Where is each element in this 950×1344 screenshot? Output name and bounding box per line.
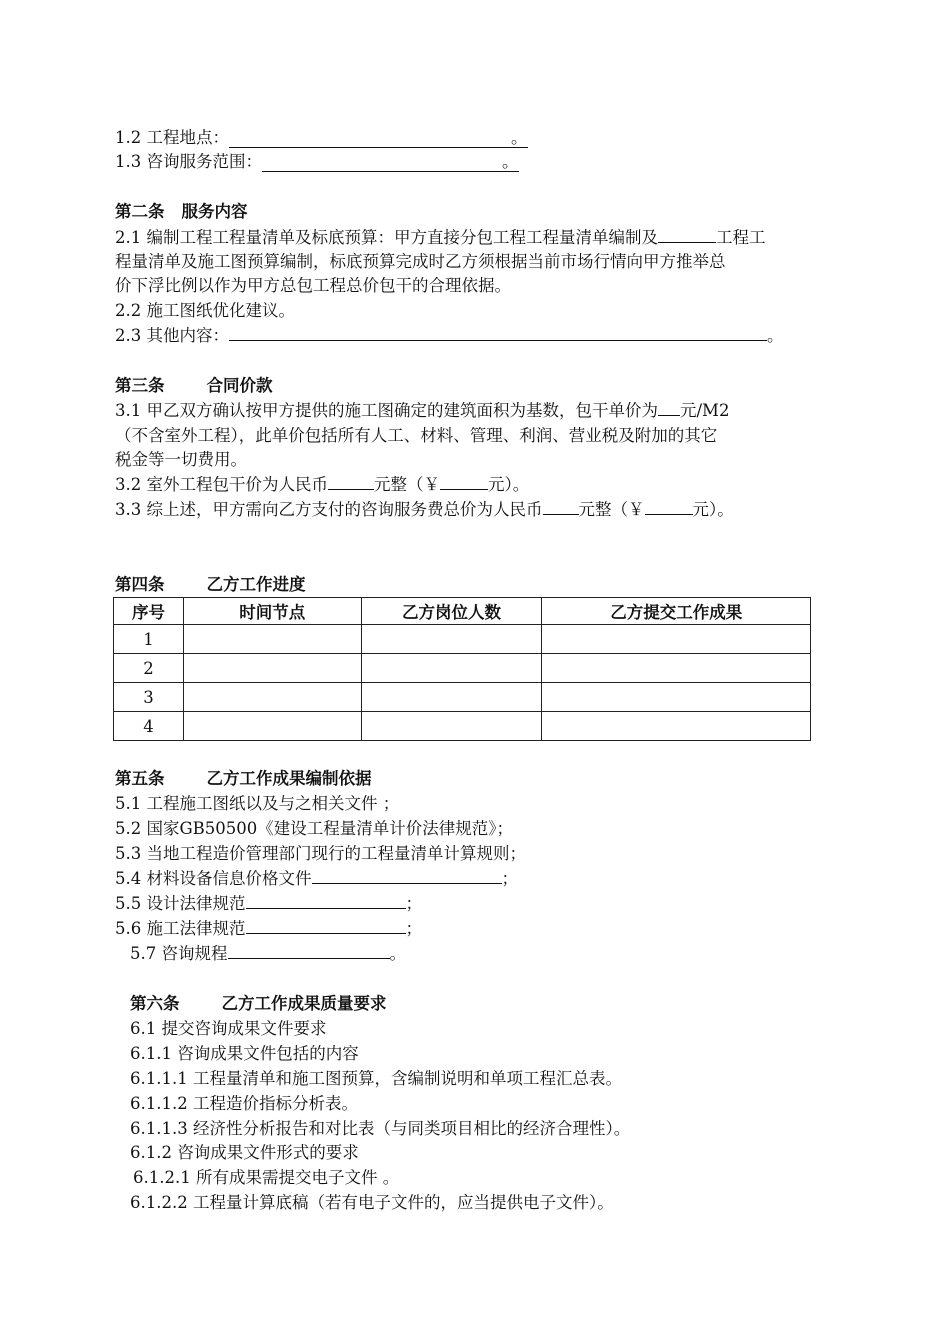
- fill-blank: [228, 943, 390, 959]
- clause-6-1-1-3: 6.1.1.3 经济性分析报告和对比表（与同类项目相比的经济合理性）。: [130, 1119, 631, 1138]
- clause-text: 工程工: [716, 228, 766, 247]
- clause-3-1-cont: 税金等一切费用。: [115, 450, 247, 469]
- column-header: 乙方提交工作成果: [542, 598, 811, 625]
- table-row: [114, 654, 811, 683]
- time-cell: [183, 654, 361, 683]
- row-number: 2: [114, 654, 184, 683]
- fill-blank: [262, 152, 519, 172]
- fill-blank: [246, 918, 406, 934]
- article-6-heading: [130, 993, 387, 1015]
- clause-end: ；: [405, 894, 422, 913]
- article-number: 第四条: [115, 575, 165, 594]
- clause-6-1-2-2: 6.1.2.2 工程量计算底稿（若有电子文件的，应当提供电子文件）。: [130, 1193, 614, 1212]
- column-header: 乙方岗位人数: [361, 598, 542, 625]
- article-4-heading: [115, 574, 306, 596]
- clause-1-2: [115, 127, 528, 149]
- result-cell: [542, 654, 811, 683]
- clause-end: ；: [501, 869, 518, 888]
- article-5-heading: [115, 768, 372, 790]
- clause-6-1-1: 6.1.1 咨询成果文件包括的内容: [130, 1044, 359, 1063]
- article-title: 服务内容: [181, 202, 248, 221]
- clause-6-1: 6.1 提交咨询成果文件要求: [130, 1019, 327, 1038]
- clause-2-2: 2.2 施工图纸优化建议。: [115, 301, 295, 320]
- clause-end: 。: [767, 326, 784, 345]
- row-number: 3: [114, 683, 184, 712]
- clause-text: 5.5 设计法律规范: [115, 894, 246, 913]
- clause-end: 。: [502, 152, 519, 171]
- progress-table: [113, 597, 811, 741]
- time-cell: [183, 712, 361, 741]
- clause-end: 。: [389, 944, 406, 963]
- article-number: 第六条: [130, 994, 180, 1013]
- row-number: 1: [114, 625, 184, 654]
- fill-blank: [658, 227, 716, 243]
- clause-text: 1.3 咨询服务范围：: [115, 152, 262, 171]
- table-header-row: [114, 598, 811, 625]
- clause-text: 3.3 综上述，甲方需向乙方支付的咨询服务费总价为人民币: [115, 500, 543, 519]
- staff-cell: [361, 654, 542, 683]
- fill-blank: [328, 474, 374, 490]
- clause-text: 5.7 咨询规程: [130, 944, 228, 963]
- article-title: 乙方工作成果质量要求: [221, 994, 387, 1013]
- fill-blank: [229, 128, 528, 148]
- column-header: 序号: [114, 598, 184, 625]
- clause-3-3: [115, 499, 734, 521]
- staff-cell: [361, 712, 542, 741]
- clause-5-6: [115, 918, 422, 940]
- article-number: 第二条: [115, 202, 165, 221]
- clause-text: 元）。: [488, 475, 530, 494]
- clause-text: 元/M2: [680, 401, 730, 420]
- table-row: [114, 683, 811, 712]
- article-title: 乙方工作进度: [206, 575, 306, 594]
- time-cell: [183, 625, 361, 654]
- clause-text: 5.4 材料设备信息价格文件: [115, 869, 312, 888]
- clause-text: 1.2 工程地点：: [115, 128, 229, 147]
- clause-text: 5.6 施工法律规范: [115, 919, 246, 938]
- clause-6-1-1-1: 6.1.1.1 工程量清单和施工图预算，含编制说明和单项工程汇总表。: [130, 1069, 622, 1088]
- clause-5-4: [115, 868, 518, 890]
- article-2-heading: [115, 201, 248, 223]
- fill-blank: [229, 325, 767, 341]
- clause-6-1-1-2: 6.1.1.2 工程造价指标分析表。: [130, 1094, 358, 1113]
- clause-3-1-cont: （不含室外工程），此单价包括所有人工、材料、管理、利润、营业税及附加的其它: [115, 426, 718, 445]
- clause-3-1: [115, 400, 729, 422]
- time-cell: [183, 683, 361, 712]
- fill-blank: [246, 893, 406, 909]
- clause-5-5: [115, 893, 422, 915]
- clause-end: ；: [405, 919, 422, 938]
- clause-text: 元）。: [692, 500, 734, 519]
- result-cell: [542, 683, 811, 712]
- clause-2-1-cont: 程量清单及施工图预算编制，标底预算完成时乙方须根据当前市场行情向甲方推举总: [115, 252, 726, 271]
- result-cell: [542, 712, 811, 741]
- row-number: 4: [114, 712, 184, 741]
- fill-blank: [658, 400, 680, 416]
- clause-5-2: 5.2 国家GB50500《建设工程量清单计价法律规范》；: [115, 819, 514, 838]
- article-title: 合同价款: [206, 376, 273, 395]
- clause-1-3: [115, 151, 519, 173]
- fill-blank: [312, 868, 502, 884]
- clause-5-1: 5.1 工程施工图纸以及与之相关文件 ；: [115, 794, 400, 813]
- column-header: 时间节点: [183, 598, 361, 625]
- clause-text: 元整（￥: [374, 475, 440, 494]
- article-number: 第三条: [115, 376, 165, 395]
- table-row: [114, 625, 811, 654]
- clause-3-2: [115, 474, 529, 496]
- article-number: 第五条: [115, 769, 165, 788]
- clause-2-3: [115, 325, 784, 347]
- clause-text: 2.3 其他内容：: [115, 326, 229, 345]
- clause-5-7: [130, 943, 406, 965]
- staff-cell: [361, 683, 542, 712]
- article-title: 乙方工作成果编制依据: [206, 769, 372, 788]
- article-3-heading: [115, 375, 273, 397]
- result-cell: [542, 625, 811, 654]
- clause-end: 。: [511, 128, 528, 147]
- clause-text: 2.1 编制工程工程量清单及标底预算：甲方直接分包工程工程量清单编制及: [115, 228, 658, 247]
- clause-2-1-cont: 价下浮比例以作为甲方总包工程总价包干的合理依据。: [115, 276, 511, 295]
- clause-text: 3.1 甲乙双方确认按甲方提供的施工图确定的建筑面积为基数，包干单价为: [115, 401, 658, 420]
- clause-text: 元整（￥: [578, 500, 645, 519]
- table-row: [114, 712, 811, 741]
- fill-blank: [543, 499, 579, 515]
- clause-5-3: 5.3 当地工程造价管理部门现行的工程量清单计算规则；: [115, 844, 526, 863]
- clause-2-1: [115, 227, 766, 249]
- clause-6-1-2-1: 6.1.2.1 所有成果需提交电子文件 。: [133, 1168, 400, 1187]
- fill-blank: [440, 474, 488, 490]
- fill-blank: [645, 499, 693, 515]
- staff-cell: [361, 625, 542, 654]
- clause-text: 3.2 室外工程包干价为人民币: [115, 475, 328, 494]
- clause-6-1-2: 6.1.2 咨询成果文件形式的要求: [130, 1143, 359, 1162]
